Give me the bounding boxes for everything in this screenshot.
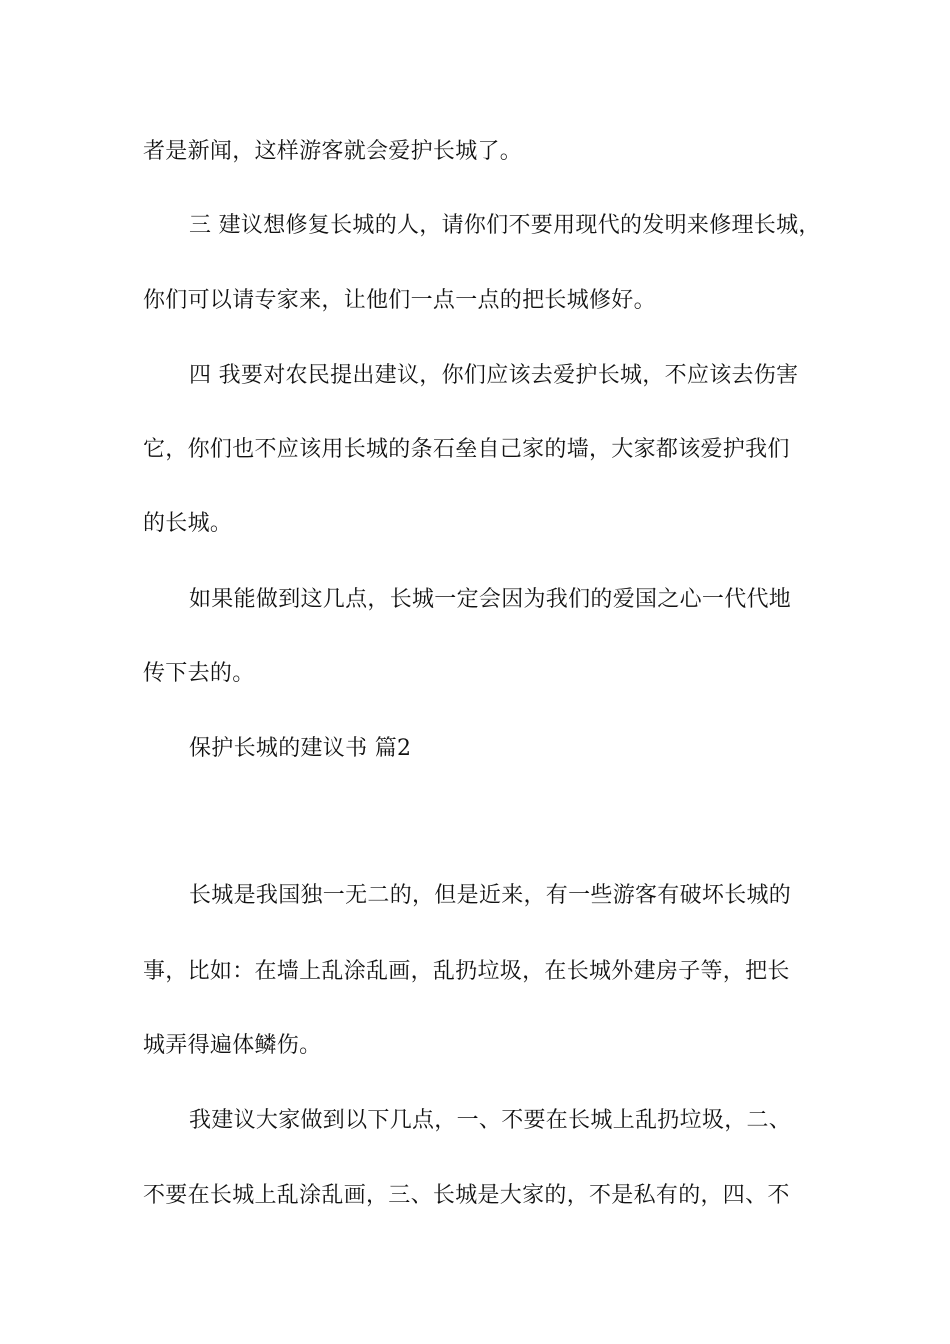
- text-line: 的长城。: [143, 511, 233, 536]
- text-line: 三 建议想修复长城的人，请你们不要用现代的发明来修理长城，: [189, 213, 821, 238]
- text-line: 者是新闻，这样游客就会爱护长城了。: [143, 139, 523, 164]
- text-line: 长城是我国独一无二的，但是近来，有一些游客有破坏长城的: [189, 883, 792, 908]
- text-line: 不要在长城上乱涂乱画，三、长城是大家的，不是私有的，四、不: [143, 1183, 790, 1208]
- section-heading: 保护长城的建议书 篇2: [189, 736, 412, 761]
- text-line: 我建议大家做到以下几点，一、不要在长城上乱扔垃圾，二、: [189, 1108, 792, 1133]
- text-line: 你们可以请专家来，让他们一点一点的把长城修好。: [143, 288, 656, 313]
- text-line: 如果能做到这几点，长城一定会因为我们的爱国之心一代代地: [189, 587, 792, 612]
- text-line: 城弄得遍体鳞伤。: [143, 1033, 322, 1058]
- text-line: 四 我要对农民提出建议，你们应该去爱护长城，不应该去伤害: [189, 363, 799, 388]
- text-line: 事，比如：在墙上乱涂乱画，乱扔垃圾，在长城外建房子等，把长: [143, 959, 790, 984]
- text-line: 传下去的。: [143, 661, 255, 686]
- text-line: 它，你们也不应该用长城的条石垒自己家的墙，大家都该爱护我们: [143, 437, 790, 462]
